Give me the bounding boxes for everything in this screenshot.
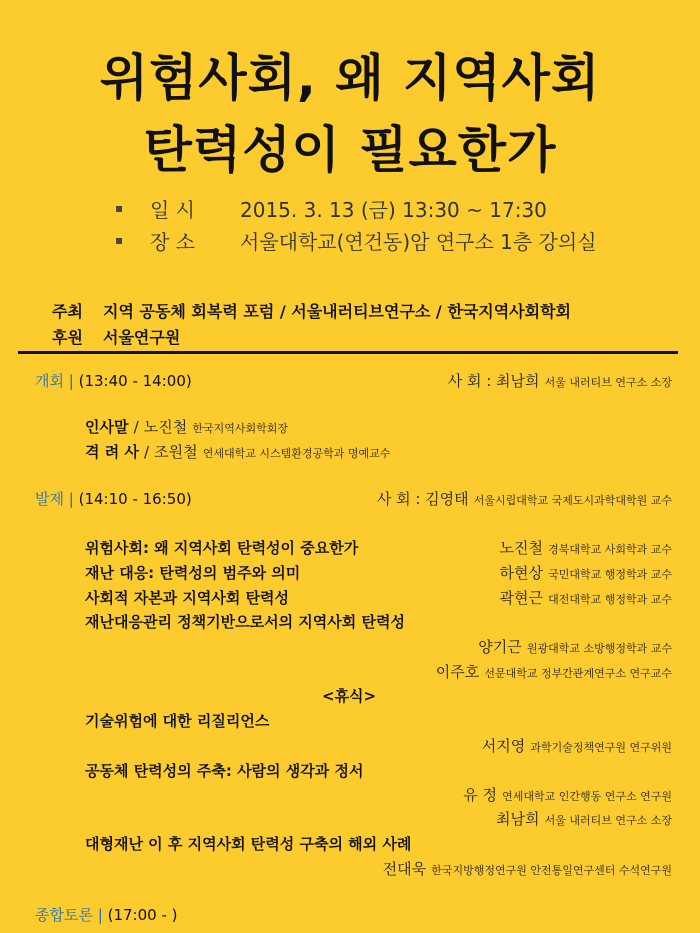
greeting-role: 인사말: [85, 418, 129, 436]
presentation-header: [35, 488, 192, 509]
chair-name: 최남희: [496, 372, 540, 390]
speaker-affiliation: 경북대학교 사회학과 교수: [548, 543, 672, 556]
speaker-affiliation: 서울 내러티브 연구소 소장: [544, 814, 672, 827]
talk-speaker: [500, 562, 672, 583]
opening-tag: 개회: [35, 372, 64, 390]
speaker-name: 이주호: [435, 663, 480, 681]
encouragement-role: 격 려 사: [85, 443, 139, 461]
talk-topic: 사회적 자본과 지역사회 탄력성: [85, 589, 290, 607]
greeting-row: [85, 416, 288, 437]
greeting-affiliation: 한국지역사회학회장: [192, 422, 288, 435]
host-value: 지역 공동체 회복력 포럼 / 서울내러티브연구소 / 한국지역사회학회: [103, 302, 571, 321]
chair-name: 김영태: [425, 490, 469, 508]
talk-speaker: [500, 537, 672, 558]
presentation-chair: [377, 488, 672, 509]
venue-value: 서울대학교(연건동)암 연구소 1층 강의실: [240, 230, 597, 254]
sponsor-label: 후원: [52, 328, 83, 347]
talk-speaker: [500, 587, 672, 608]
speaker-affiliation: 원광대학교 소방행정학과 교수: [526, 642, 672, 655]
discussion-header: [35, 904, 177, 925]
slash: /: [133, 418, 139, 436]
title-line-2: 탄력성이 필요한가: [143, 121, 557, 179]
encouragement-row: [85, 441, 390, 462]
slash: /: [144, 443, 150, 461]
speaker-name: 양기근: [478, 638, 522, 656]
speaker-name: 유 정: [463, 786, 498, 804]
bullet-icon: ▪: [115, 233, 124, 247]
talk-topic: 대형재난 이 후 지역사회 탄력성 구축의 해외 사례: [85, 835, 412, 853]
greeting-name: 노진철: [143, 418, 188, 436]
venue-label: 장 소: [150, 230, 195, 254]
host-label: 주최: [52, 302, 83, 321]
discussion-time: (17:00 - ): [107, 906, 178, 924]
title-line-1: 위험사회, 왜 지역사회: [99, 49, 601, 107]
speaker-name: 하현상: [499, 564, 544, 582]
chair-affiliation: 서울시립대학교 국제도시과학대학원 교수: [473, 494, 672, 507]
speaker-affiliation: 과학기술정책연구원 연구위원: [530, 741, 672, 754]
talk-speaker: [463, 784, 672, 805]
separator: |: [97, 906, 103, 924]
presentation-time: (14:10 - 16:50): [78, 490, 192, 508]
encouragement-name: 조원철: [154, 443, 198, 461]
date-label: 일 시: [150, 198, 195, 222]
chair-label: 사 회 :: [447, 372, 497, 390]
speaker-name: 최남희: [496, 810, 540, 828]
speaker-affiliation: 국민대학교 행정학과 교수: [548, 568, 672, 581]
encouragement-affiliation: 연세대학교 시스템환경공학과 명예교수: [202, 447, 391, 460]
talk-topic: 재난대응관리 정책기반으로서의 지역사회 탄력성: [85, 613, 405, 631]
talk-speaker: [436, 661, 672, 682]
speaker-name: 전대욱: [382, 860, 427, 878]
speaker-affiliation: 선문대학교 정부간관계연구소 연구교수: [484, 667, 672, 680]
separator: |: [68, 490, 74, 508]
talk-topic: 재난 대응: 탄력성의 범주와 의미: [85, 564, 301, 582]
speaker-affiliation: 한국지방행정연구원 안전통일연구센터 수석연구원: [431, 864, 672, 877]
separator: |: [68, 372, 74, 390]
talk-topic: 위험사회: 왜 지역사회 탄력성이 중요한가: [85, 539, 359, 557]
sponsor-value: 서울연구원: [103, 328, 181, 347]
talk-topic: 공동체 탄력성의 주축: 사람의 생각과 정서: [85, 762, 364, 780]
speaker-name: 곽현근: [499, 589, 544, 607]
talk-speaker: [482, 735, 672, 756]
talk-speaker: [383, 858, 672, 879]
speaker-affiliation: 대전대학교 행정학과 교수: [548, 593, 672, 606]
opening-chair: [448, 370, 672, 391]
chair-affiliation: 서울 내러티브 연구소 소장: [544, 376, 672, 389]
opening-header: [35, 370, 192, 391]
break-label: <휴식>: [322, 687, 377, 705]
date-value: 2015. 3. 13 (금) 13:30 ~ 17:30: [240, 198, 547, 222]
talk-speaker: [478, 636, 672, 657]
discussion-tag: 종합토론: [35, 906, 93, 924]
talk-topic: 기술위험에 대한 리질리언스: [85, 712, 270, 730]
bullet-icon: ▪: [115, 201, 124, 215]
speaker-affiliation: 연세대학교 인간행동 연구소 연구원: [502, 790, 672, 803]
speaker-name: 서지영: [481, 737, 526, 755]
presentation-tag: 발제: [35, 490, 64, 508]
speaker-name: 노진철: [499, 539, 544, 557]
chair-label: 사 회 :: [376, 490, 426, 508]
divider: [18, 351, 678, 354]
talk-speaker: [496, 808, 672, 829]
opening-time: (13:40 - 14:00): [78, 372, 192, 390]
